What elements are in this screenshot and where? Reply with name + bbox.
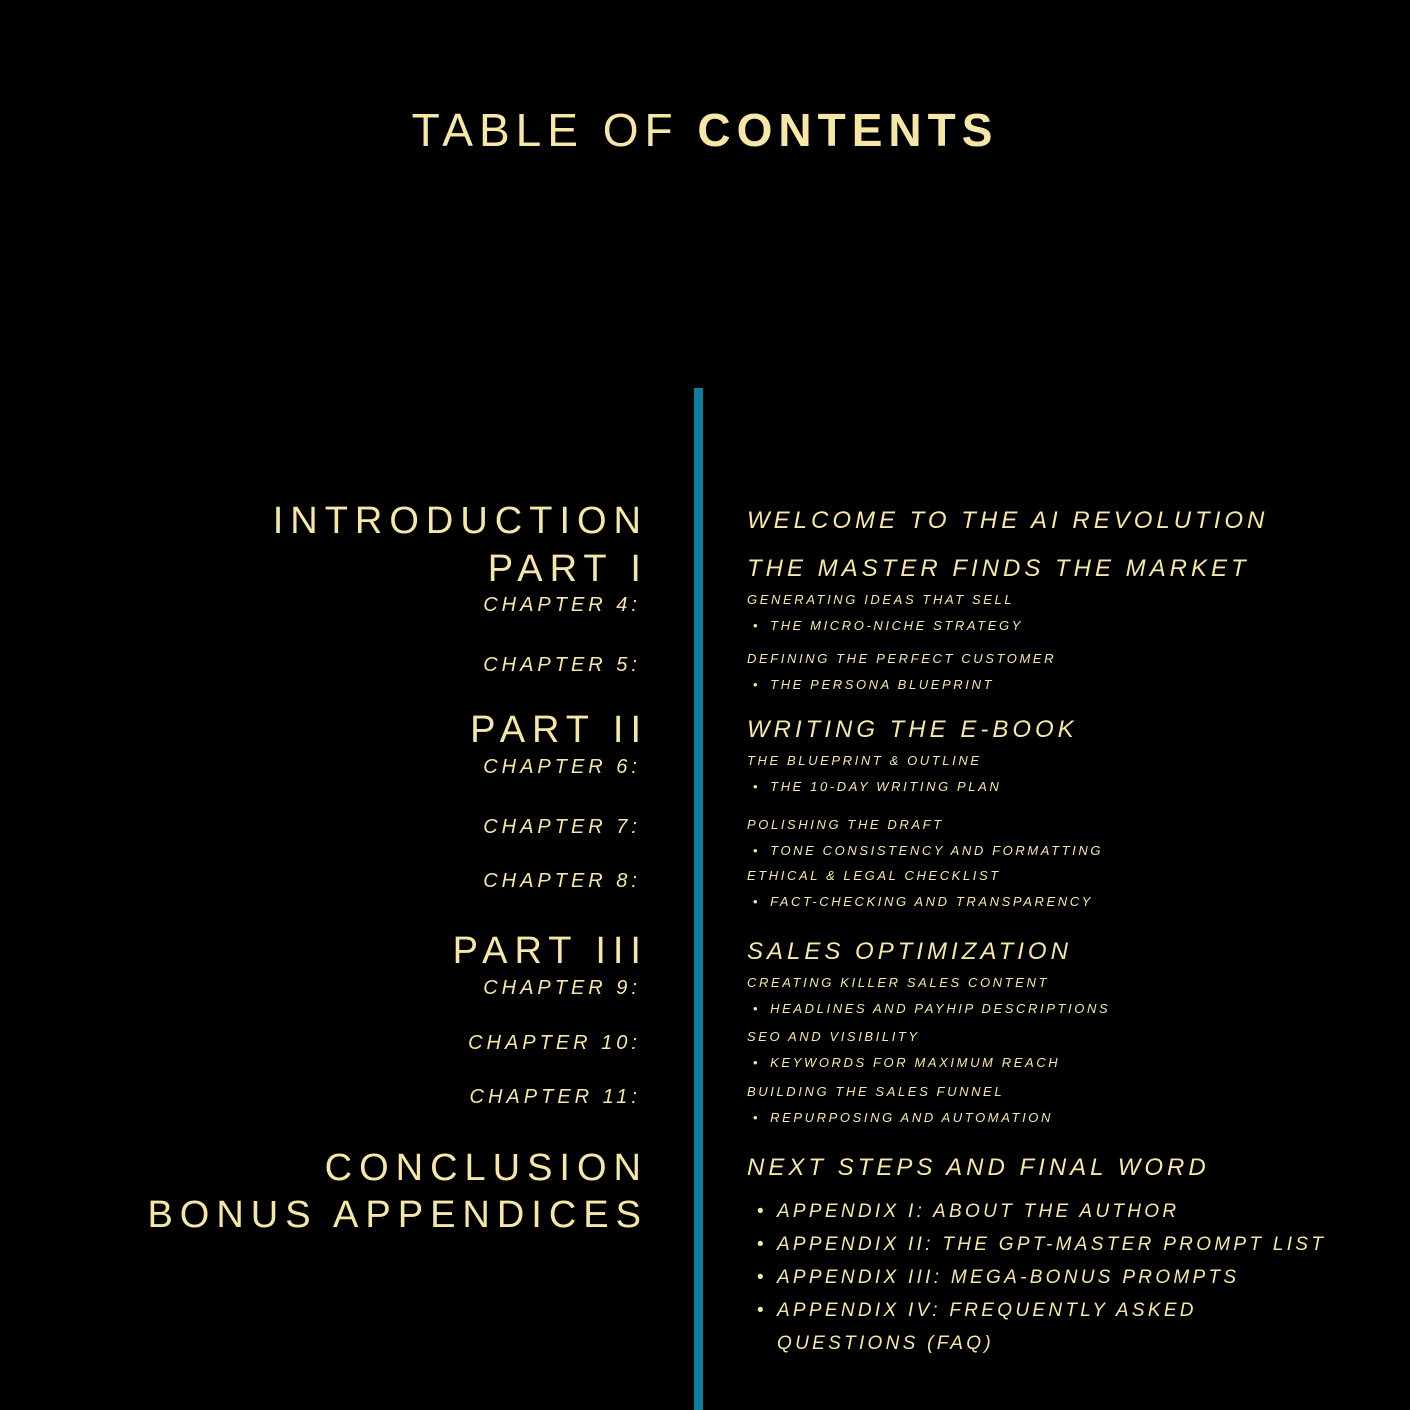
- bullet-dot-icon: •: [753, 894, 761, 909]
- section-bonus-appendices: BONUS APPENDICES: [147, 1194, 648, 1236]
- vertical-divider: [694, 388, 703, 1410]
- chapter-10-bullet: • KEYWORDS FOR MAXIMUM REACH: [753, 1055, 1061, 1070]
- bullet-dot-icon: •: [753, 1055, 761, 1070]
- part-3-title: SALES OPTIMIZATION: [747, 938, 1072, 965]
- chapter-4-label: CHAPTER 4:: [483, 594, 641, 616]
- chapter-8-title: ETHICAL & LEGAL CHECKLIST: [747, 868, 1001, 883]
- chapter-4-title: GENERATING IDEAS THAT SELL: [747, 592, 1015, 607]
- chapter-10-label: CHAPTER 10:: [468, 1032, 641, 1054]
- appendix-3: • APPENDIX III: MEGA-BONUS PROMPTS: [757, 1267, 1240, 1288]
- title-bold: CONTENTS: [697, 103, 999, 156]
- chapter-8-label: CHAPTER 8:: [483, 870, 641, 892]
- chapter-7-bullet: • TONE CONSISTENCY AND FORMATTING: [753, 843, 1104, 858]
- chapter-5-bullet: • THE PERSONA BLUEPRINT: [753, 677, 995, 692]
- chapter-6-label: CHAPTER 6:: [483, 756, 641, 778]
- bullet-dot-icon: •: [753, 618, 761, 633]
- appendix-2: • APPENDIX II: THE GPT-MASTER PROMPT LIST: [757, 1234, 1327, 1255]
- section-part-2: PART II: [470, 709, 648, 751]
- chapter-6-title: THE BLUEPRINT & OUTLINE: [747, 753, 982, 768]
- bullet-dot-icon: •: [757, 1201, 767, 1222]
- chapter-11-bullet: • REPURPOSING AND AUTOMATION: [753, 1110, 1053, 1125]
- part-1-title: THE MASTER FINDS THE MARKET: [747, 555, 1250, 582]
- appendix-4-continued: QUESTIONS (FAQ): [777, 1333, 994, 1354]
- chapter-4-bullet: • THE MICRO-NICHE STRATEGY: [753, 618, 1023, 633]
- chapter-6-bullet: • THE 10-DAY WRITING PLAN: [753, 779, 1002, 794]
- intro-title: WELCOME TO THE AI REVOLUTION: [747, 507, 1269, 534]
- bullet-dot-icon: •: [757, 1267, 767, 1288]
- chapter-11-label: CHAPTER 11:: [469, 1086, 641, 1108]
- title-light: TABLE OF: [411, 103, 698, 156]
- section-part-1: PART I: [487, 548, 648, 590]
- appendix-1: • APPENDIX I: ABOUT THE AUTHOR: [757, 1201, 1180, 1222]
- chapter-10-title: SEO AND VISIBILITY: [747, 1029, 920, 1044]
- chapter-11-title: BUILDING THE SALES FUNNEL: [747, 1084, 1005, 1099]
- bullet-dot-icon: •: [753, 843, 761, 858]
- bullet-dot-icon: •: [753, 677, 761, 692]
- bullet-dot-icon: •: [753, 779, 761, 794]
- chapter-5-title: DEFINING THE PERFECT CUSTOMER: [747, 651, 1057, 666]
- chapter-7-label: CHAPTER 7:: [483, 816, 641, 838]
- appendix-4: • APPENDIX IV: FREQUENTLY ASKED: [757, 1300, 1197, 1321]
- bullet-dot-icon: •: [757, 1234, 767, 1255]
- bullet-dot-icon: •: [753, 1001, 761, 1016]
- chapter-7-title: POLISHING THE DRAFT: [747, 817, 944, 832]
- chapter-9-title: CREATING KILLER SALES CONTENT: [747, 975, 1049, 990]
- section-introduction: INTRODUCTION: [272, 500, 648, 542]
- chapter-8-bullet: • FACT-CHECKING AND TRANSPARENCY: [753, 894, 1094, 909]
- conclusion-title: NEXT STEPS AND FINAL WORD: [747, 1154, 1210, 1181]
- bullet-dot-icon: •: [757, 1300, 767, 1321]
- section-part-3: PART III: [452, 930, 648, 972]
- page-title: [0, 103, 1410, 157]
- chapter-9-bullet: • HEADLINES AND PAYHIP DESCRIPTIONS: [753, 1001, 1111, 1016]
- chapter-5-label: CHAPTER 5:: [483, 654, 641, 676]
- section-conclusion: CONCLUSION: [324, 1147, 648, 1189]
- chapter-9-label: CHAPTER 9:: [483, 977, 641, 999]
- part-2-title: WRITING THE E-BOOK: [747, 716, 1078, 743]
- bullet-dot-icon: •: [753, 1110, 761, 1125]
